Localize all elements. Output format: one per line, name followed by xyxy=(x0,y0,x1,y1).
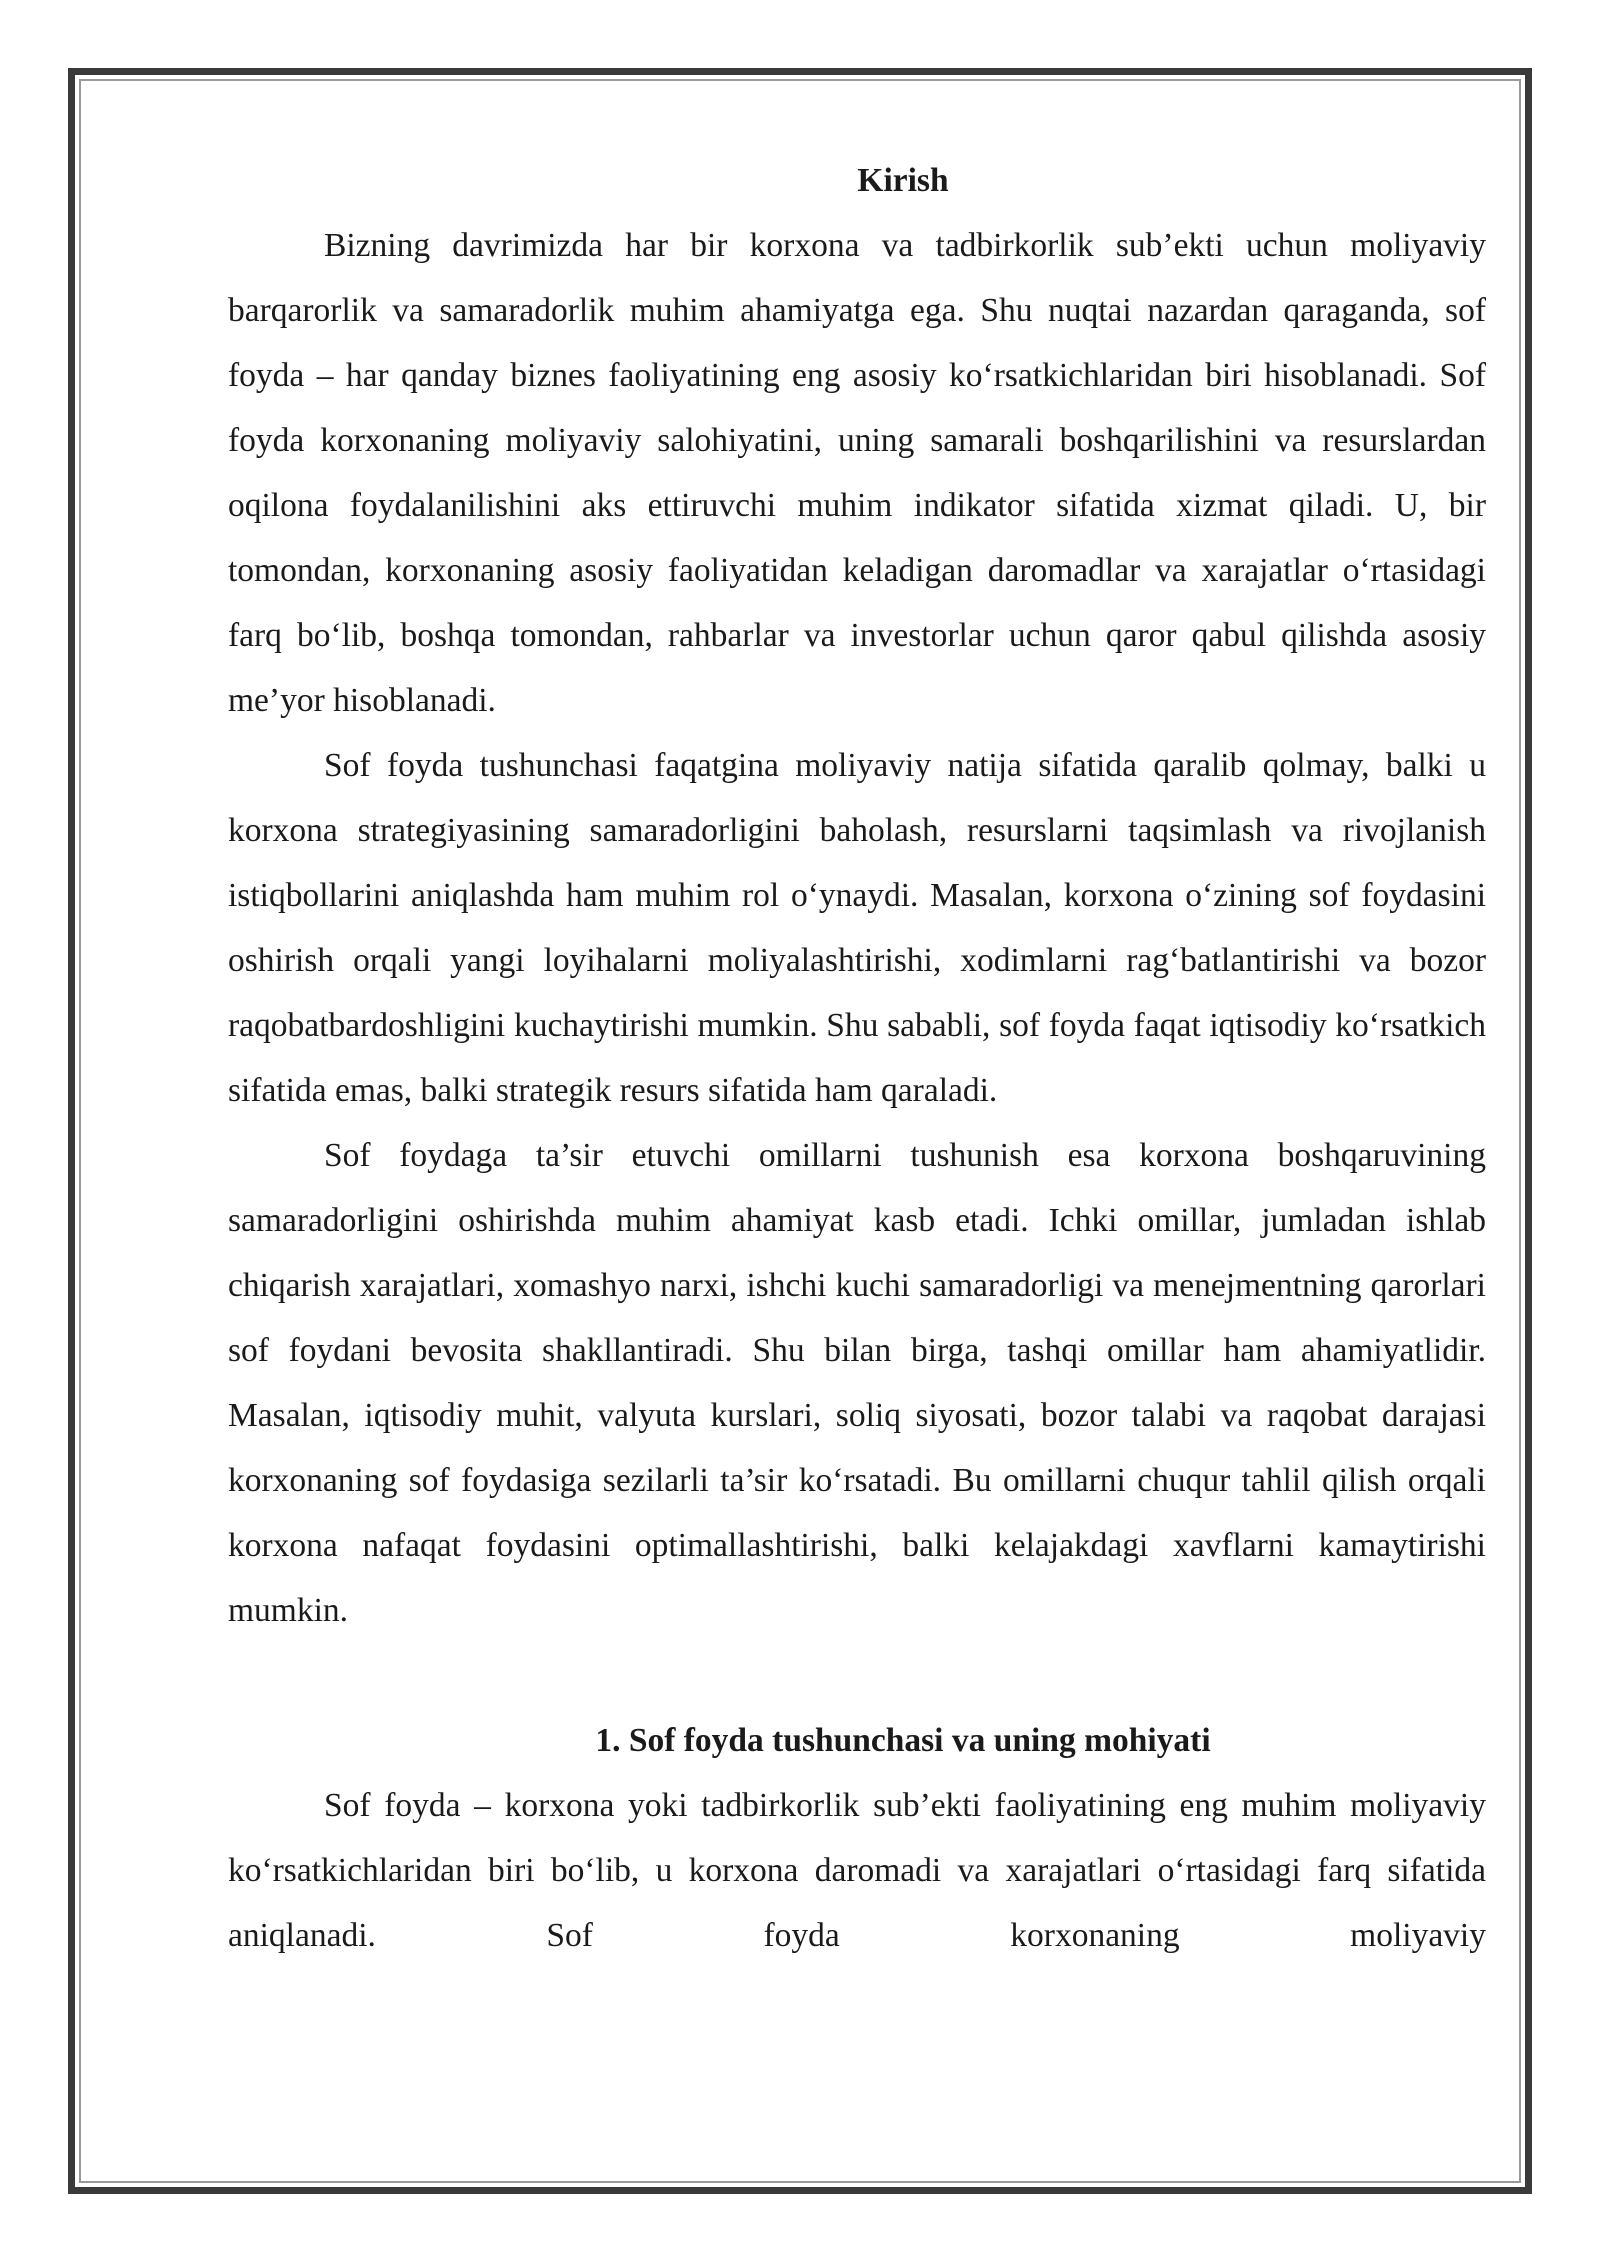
document-body xyxy=(228,148,1486,1968)
intro-paragraph-1: Bizning davrimizda har bir korxona va tadbirkorlik sub’ekti uchun moliyaviy barqarorlik va samaradorlik muhim ahamiyatga ega. Shu nuqtai nazardan qaraganda, sof foyda – har qanday biznes faoliyatining eng asosiy ko‘rsatkichlaridan biri hisoblanadi. Sof foyda korxonaning moliyaviy salohiyatini, uning samarali boshqarilishini va resurslardan oqilona foydalanilishini aks ettiruvchi muhim indikator sifatida xizmat qiladi. U, bir tomondan, korxonaning asosiy faoliyatidan keladigan daromadlar va xarajatlar o‘rtasidagi farq bo‘lib, boshqa tomondan, rahbarlar va investorlar uchun qaror qabul qilishda asosiy me’yor hisoblanadi. xyxy=(228,227,1486,719)
intro-paragraph-2: Sof foyda tushunchasi faqatgina moliyaviy natija sifatida qaralib qolmay, balki u korxona strategiyasining samaradorligini baholash, resurslarni taqsimlash va rivojlanish istiqbollarini aniqlashda ham muhim rol o‘ynaydi. Masalan, korxona o‘zining sof foydasini oshirish orqali yangi loyihalarni moliyalashtirishi, xodimlarni rag‘batlantirishi va bozor raqobatbardoshligini kuchaytirishi mumkin. Shu sababli, sof foyda faqat iqtisodiy ko‘rsatkich sifatida emas, balki strategik resurs sifatida ham qaraladi. xyxy=(228,747,1486,1109)
intro-paragraph-3: Sof foydaga ta’sir etuvchi omillarni tushunish esa korxona boshqaruvining samaradorligini oshirishda muhim ahamiyat kasb etadi. Ichki omillar, jumladan ishlab chiqarish xarajatlari, xomashyo narxi, ishchi kuchi samaradorligi va menejmentning qarorlari sof foydani bevosita shakllantiradi. Shu bilan birga, tashqi omillar ham ahamiyatlidir. Masalan, iqtisodiy muhit, valyuta kurslari, soliq siyosati, bozor talabi va raqobat darajasi korxonaning sof foydasiga sezilarli ta’sir ko‘rsatadi. Bu omillarni chuqur tahlil qilish orqali korxona nafaqat foydasini optimallashtirishi, balki kelajakdagi xavflarni kamaytirishi mumkin. xyxy=(228,1137,1486,1629)
intro-heading: Kirish xyxy=(857,162,949,199)
section-paragraph-1: Sof foyda – korxona yoki tadbirkorlik sub’ekti faoliyatining eng muhim moliyaviy ko‘rsatkichlaridan biri bo‘lib, u korxona daromadi va xarajatlari o‘rtasidagi farq sifatida aniqlanadi. Sof foyda korxonaning moliyaviy xyxy=(228,1787,1486,1954)
section-heading: 1. Sof foyda tushunchasi va uning mohiyati xyxy=(595,1722,1211,1759)
